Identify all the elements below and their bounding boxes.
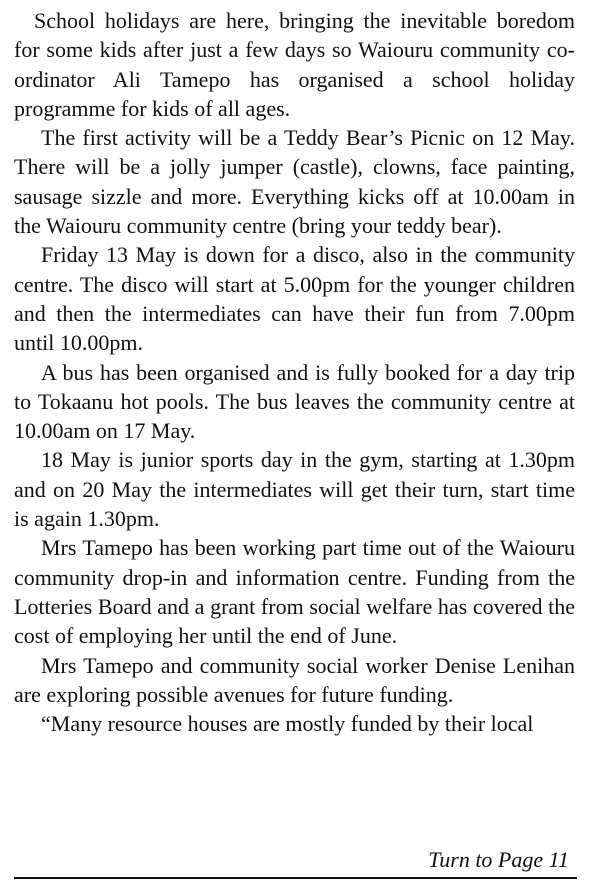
article-paragraph: The first activity will be a Teddy Bear’s Picnic on 12 May. There will be a jolly jumper (castle), clowns, face painting, sausage sizzle and more. Everything kicks off at 10.00am in the Waiouru community centre (bring your teddy bear). (14, 125, 575, 239)
article-paragraph: 18 May is junior sports day in the gym, starting at 1.30pm and on 20 May the intermediates will get their turn, start time is again 1.30pm. (14, 447, 575, 532)
article-paragraph: School holidays are here, bringing the inevitable boredom for some kids after just a few days so Waiouru community co-ordinator Ali Tamepo has organised a school holiday programme for kids of all ages. (14, 8, 575, 121)
article-paragraph: Mrs Tamepo and community social worker Denise Lenihan are exploring possible avenues for future funding. (14, 652, 575, 707)
article-paragraph: A bus has been organised and is fully booked for a day trip to Tokaanu hot pools. The bus leaves the community centre at 10.00am on 17 May. (14, 359, 575, 444)
article-paragraph: “Many resource houses are mostly funded by their local (41, 711, 534, 737)
article-paragraph: Friday 13 May is down for a disco, also in the community centre. The disco will start at 5.00pm for the younger children and then the intermediates can have their fun from 7.00pm until 10.00pm. (14, 242, 575, 356)
bottom-rule (14, 877, 577, 879)
continuation-link[interactable]: Turn to Page 11 (428, 847, 569, 872)
article-body (14, 6, 575, 738)
article-paragraph: Mrs Tamepo has been working part time out of the Waiouru community drop-in and information centre. Funding from the Lotteries Board and a grant from social welfare has covered the cost of employing her until the end of June. (14, 535, 575, 649)
